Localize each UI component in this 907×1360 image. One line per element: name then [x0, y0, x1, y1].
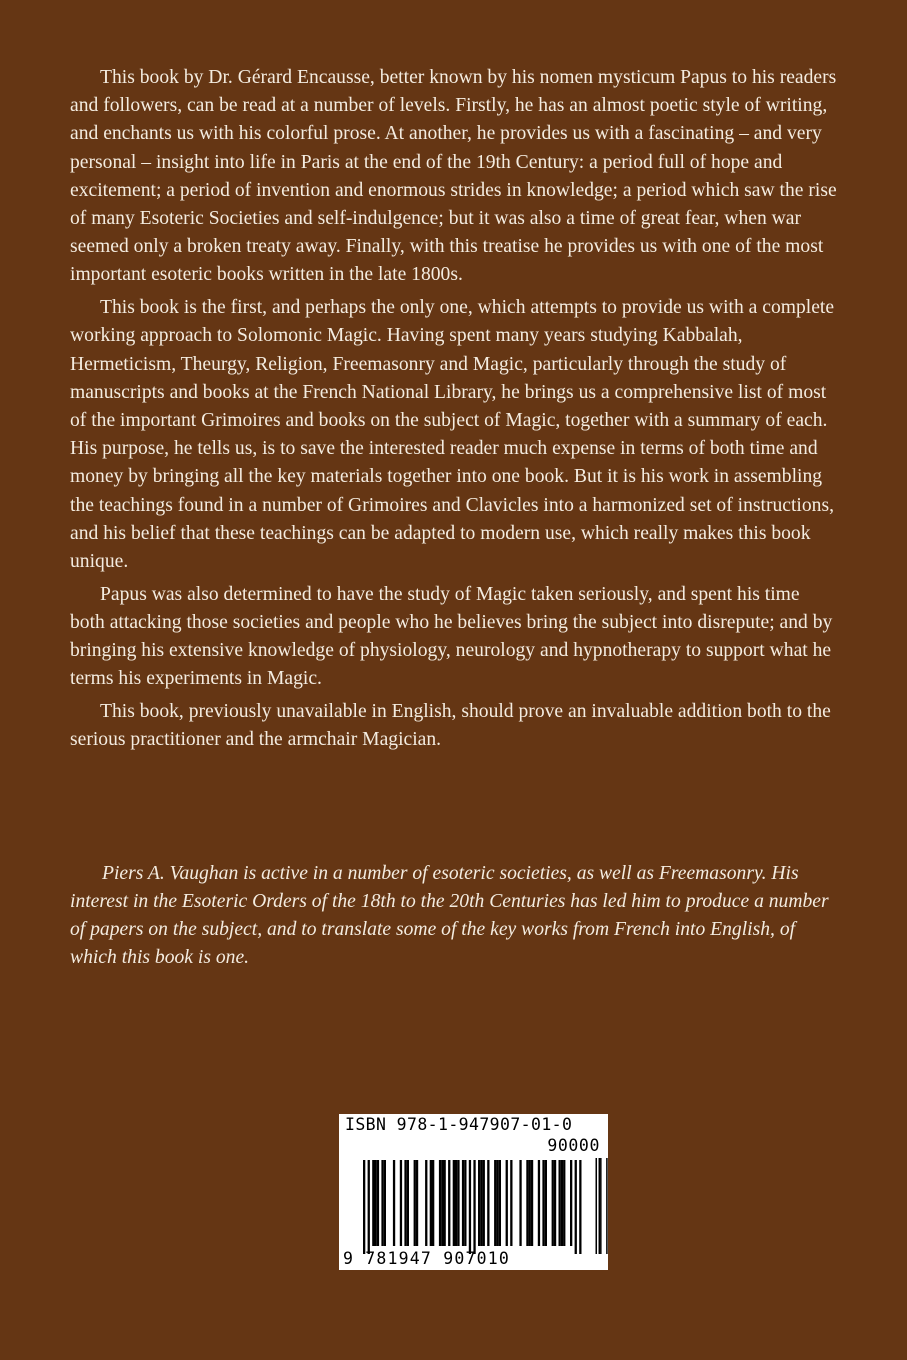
barcode-bar: [444, 1160, 446, 1246]
barcode-bar: [483, 1160, 485, 1246]
price-code: 90000: [547, 1136, 600, 1155]
barcode-bar: [407, 1160, 409, 1246]
barcode-guard-bar: [363, 1160, 365, 1254]
barcode-bar: [496, 1160, 498, 1246]
barcode-guard-bar: [473, 1160, 475, 1254]
barcode-bar: [404, 1160, 406, 1246]
barcode-bar: [519, 1160, 521, 1246]
barcode-bar: [478, 1160, 480, 1246]
barcode-guard-bar: [469, 1160, 471, 1254]
barcode-bar: [457, 1160, 459, 1246]
barcode-bar: [425, 1160, 427, 1246]
barcode-bar: [487, 1160, 489, 1246]
isbn-barcode: [339, 1114, 608, 1270]
blurb-paragraph-4: This book, previously unavailable in English, should prove an invaluable addition both to the serious practitioner and the armchair Magician.: [70, 701, 831, 751]
barcode-bar: [559, 1160, 561, 1246]
barcode-bar: [506, 1160, 508, 1246]
blurb-paragraph-1: This book by Dr. Gérard Encausse, better known by his nomen mysticum Papus to his readers and followers, can be read at a number of levels. Firstly, he has an almost poetic style of writing, and enchants us with his colorful prose. At another, he provides us with a fascinating – and very personal – insight into life in Paris at the end of the 19th Century: a period full of hope and excitement; a period of invention and enormous strides in knowledge; a period which saw the rise of many Esoteric Societies and self-indulgence; but it was also a time of great fear, when war seemed only a broken treaty away. Finally, with this treatise he provides us with one of the most important esoteric books written in the late 1800s.: [70, 67, 837, 286]
barcode-bar: [464, 1160, 466, 1246]
barcode-bar: [372, 1160, 374, 1246]
barcode-guard-bar: [579, 1160, 581, 1254]
barcode-bar: [570, 1160, 572, 1246]
barcode-bar: [499, 1160, 501, 1246]
addon-bar: [599, 1158, 601, 1254]
barcode-bar: [441, 1160, 443, 1246]
blurb-paragraph-2: This book is the first, and perhaps the only one, which attempts to provide us with a complete working approach to Solomonic Magic. Having spent many years studying Kabbalah, Hermeticism, Theurgy, Religion, Freemasonry and Magic, particularly through the study of manuscripts and books at the French National Library, he brings us a comprehensive list of most of the important Grimoires and books on the subject of Magic, together with a summary of each. His purpose, he tells us, is to save the interested reader much expense in terms of both time and money by bringing all the key materials together into one book. But it is his work in assembling the teachings found in a number of Grimoires and Clavicles into a harmonized set of instructions, and his belief that these teachings can be adapted to modern use, which really makes this book unique.: [70, 297, 835, 573]
addon-bar: [600, 1158, 602, 1254]
barcode-bar: [561, 1160, 563, 1246]
author-bio: [70, 860, 840, 972]
barcode-bar: [432, 1160, 434, 1246]
barcode-bar: [538, 1160, 540, 1246]
barcode-bar: [400, 1160, 402, 1246]
isbn-label: ISBN 978-1-947907-01-0: [345, 1115, 573, 1134]
barcode-bars: [339, 1114, 608, 1270]
blurb-text: [70, 64, 838, 759]
barcode-bar: [448, 1160, 450, 1246]
barcode-bar: [545, 1160, 547, 1246]
barcode-bar: [377, 1160, 379, 1246]
barcode-guard-bar: [575, 1160, 577, 1254]
barcode-bar: [542, 1160, 544, 1246]
barcode-bar: [480, 1160, 482, 1246]
barcode-bar: [381, 1160, 383, 1246]
barcode-bar: [563, 1160, 565, 1246]
barcode-bar: [526, 1160, 528, 1246]
barcode-bar: [462, 1160, 464, 1246]
blurb-paragraph-3: Papus was also determined to have the study of Magic taken seriously, and spent his time both attacking those societies and people who he believes bring the subject into disrepute; and by bringing his extensive knowledge of physiology, neurology and hypnotherapy to support what he terms his experiments in Magic.: [70, 583, 833, 690]
barcode-bar: [552, 1160, 554, 1246]
barcode-bar: [384, 1160, 386, 1246]
addon-bar: [606, 1158, 608, 1254]
barcode-bar: [453, 1160, 455, 1246]
barcode-bar: [455, 1160, 457, 1246]
addon-bar: [596, 1158, 598, 1254]
barcode-bar: [416, 1160, 418, 1246]
barcode-bar: [554, 1160, 556, 1246]
barcode-bar: [494, 1160, 496, 1246]
ean-digits: 9 781947 907010: [343, 1249, 511, 1268]
barcode-bar: [414, 1160, 416, 1246]
barcode-bar: [430, 1160, 432, 1246]
barcode-guard-bar: [368, 1160, 370, 1254]
barcode-bar: [375, 1160, 377, 1246]
barcode-bar: [510, 1160, 512, 1246]
barcode-bar: [439, 1160, 441, 1246]
barcode-bar: [393, 1160, 395, 1246]
author-bio-text: Piers A. Vaughan is active in a number of esoteric societies, as well as Freemasonry. His interest in the Esoteric Orders of the 18th to the 20th Centuries has led him to produce a number of papers on the subject, and to translate some of the key works from French into English, of which this book is one.: [70, 863, 829, 968]
barcode-bar: [529, 1160, 531, 1246]
barcode-bar: [531, 1160, 533, 1246]
